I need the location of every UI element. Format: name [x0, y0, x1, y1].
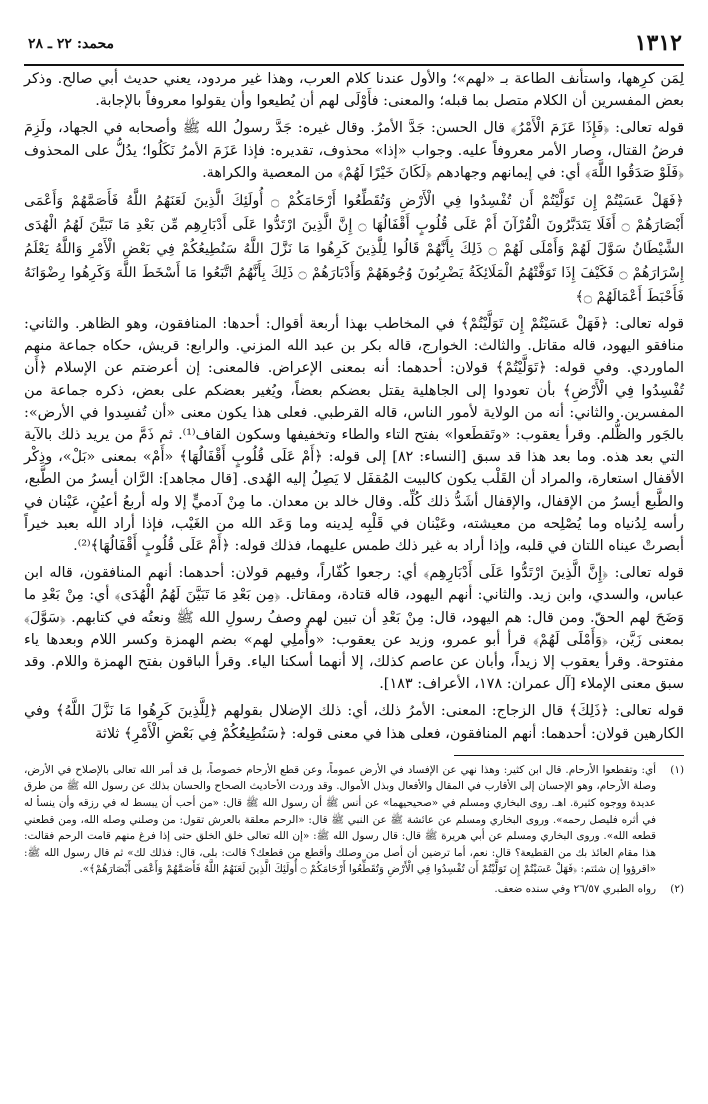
quran-verses-block: ﴿فَهَلْ عَسَيْتُمْ إِن تَوَلَّيْتُمْ أَن تُفْسِدُوا فِي الْأَرْضِ وَتُقَطِّعُوا أَرْحَامَكُمْ ۝ أُولَئِكَ الَّذِينَ لَعَنَهُمُ اللَّهُ فَأَصَمَّهُمْ وَأَعْمَى أَبْصَارَهُمْ ۝ أَفَلَا يَتَدَبَّرُونَ الْقُرْآنَ أَمْ عَلَى قُلُوبٍ أَقْفَالُهَا ۝ إِنَّ الَّذِينَ ارْتَدُّوا عَلَى أَدْبَارِهِم مِّن بَعْدِ مَا تَبَيَّنَ لَهُمُ الْهُدَى الشَّيْطَانُ سَوَّلَ لَهُمْ وَأَمْلَى لَهُمْ ۝ ذَلِكَ بِأَنَّهُمْ قَالُوا لِلَّذِينَ كَرِهُوا مَا نَزَّلَ اللَّهُ سَنُطِيعُكُمْ فِي بَعْضِ الْأَمْرِ وَاللَّهُ يَعْلَمُ إِسْرَارَهُمْ ۝ فَكَيْفَ إِذَا تَوَفَّتْهُمُ الْمَلَائِكَةُ يَضْرِبُونَ وُجُوهَهُمْ وَأَدْبَارَهُمْ ۝ ذَلِكَ بِأَنَّهُمُ اتَّبَعُوا مَا أَسْخَطَ اللَّهَ وَكَرِهُوا رِضْوَانَهُ فَأَحْبَطَ أَعْمَالَهُمْ ۝﴾	[24, 193, 684, 306]
paragraph: قوله تعالى: ﴿فَإِذَا عَزَمَ الْأَمْرُ﴾ قال الحسن: جَدَّ الأمرُ. وقال غيره: جَدَّ رسولُ الله ﷺ وأصحابه في الجهاد، ولَزِمَ فرضُ القتال، وصار الأمر معروفاً عليه. وجواب «إذا» محذوف، تقديره: فإذا عَزَمَ الأمرُ نَكَلُوا؛ يدُلُّ على المحذوف ﴿فَلَوْ صَدَقُوا اللَّهَ﴾ أي: في إيمانهم وجهادهم ﴿لَكَانَ خَيْرًا لَهُمْ﴾ من المعصية والكراهة.	[24, 120, 684, 181]
running-title: محمد: ٢٢ ـ ٢٨	[28, 36, 114, 52]
footnote-text: أي: وتقطعوا الأرحام. قال ابن كثير: وهذا نهي عن الإفساد في الأرض عموماً، وعن قطع الأرحام خصوصاً، بل قد أمر الله تعالى بالإصلاح في الأرض، وصلة الأرحام، وهو الإحسان إلى الأقارب في المقال والأفعال وبذل الأموال. وقد وردت الأحاديث الصحاح والحسان بذلك عن رسول الله ﷺ من طرق عديدة ووجوه كثيرة. اهـ. روى البخاري ومسلم في «صحيحيهما» عن أنس ﷺ أن رسول الله ﷺ قال: «من أحب أن يبسط له في رزقه وأن ينسأ له في أثره فليصل رحمه». وروى البخاري ومسلم عن عائشة ﷺ عن النبي ﷺ قال: «الرحم معلقة بالعرش تقول: من وصلني وصله الله، ومن قطعني قطعه الله». وروى البخاري ومسلم عن أبي هريرة ﷺ قال: قال رسول الله ﷺ: «إن الله تعالى خلق الخلق حتى إذا فرغ منهم قامت الرحم فقالت: هذا مقام العائذ بك من القطيعة؟ قال: نعم، أما ترضين أن أصل من وصلك وأقطع من قطعك؟ قالت: بلى، قال: فذلك لك» ثم قال رسول الله ﷺ: «اقرؤوا إن شئتم: ﴿فَهَلْ عَسَيْتُمْ إِن تَوَلَّيْتُمْ أَن تُفْسِدُوا فِي الْأَرْضِ وَتُقَطِّعُوا أَرْحَامَكُمْ ۝ أُولَئِكَ الَّذِينَ لَعَنَهُمُ اللَّهُ فَأَصَمَّهُمْ وَأَعْمَى أَبْصَارَهُمْ﴾».	[24, 763, 656, 876]
body-text	[24, 68, 684, 745]
header-rule	[24, 64, 684, 66]
page-header	[24, 28, 684, 62]
paragraph: قوله تعالى: ﴿فَهَلْ عَسَيْتُمْ إِن تَوَلَّيْتُمْ﴾ في المخاطب بهذا أربعة أقوال: أحدها: المنافقون، وهو الظاهر. والثاني: منافقو اليهود، قاله مقاتل. والثالث: الخوارج، قاله بكر بن عبد الله المزني. والرابع: قريش، حكاه جماعة منهم الماوردي. وفي قوله: ﴿تَوَلَّيْتُمْ﴾ قولان: أحدهما: أنه بمعنى الإعراض. فالمعنى: إن أعرضتم عن الإسلام ﴿أَن تُفْسِدُوا فِي الْأَرْضِ﴾ بأن تعودوا إلى الجاهلية يقتل بعضكم بعضاً، ويُغير بعضكم على بعض، ذكره جماعة من المفسرين. والثاني: أنه من الولاية لأمور الناس، قاله القرطبي. فعلى هذا يكون معنى «أن تُفسِدوا في الأرض»: بالجَور والظُّلم. وقرأ يعقوب: «وتَقطَعوا» بفتح التاء والطاء وتخفيفها وسكون القاف⁽¹⁾. ثم ذَمَّ من يريد ذلك بالآية التي بعد هذه. وما بعد هذا قد سبق [النساء: ٨٢] إلى قوله: ﴿أَمْ عَلَى قُلُوبٍ أَقْفَالُهَا﴾ «أَمْ» بمعنى «بَلْ»، وذِكْر الأقفال استعارة، والمراد أن القَلْب يكون كالبيت المُقفَل لا يَصِلُ إليه الهُدى. [قال مجاهد]: الرَّان أيسرُ من الطَّبع، والطَّبع أيسرُ من الإقفال، والإقفال أشَدُّ ذلك كُلِّه. وقال خالد بن معدان. ما مِنْ آدميٍّ إلا وله أربعُ أعيُنٍ، عَيْنان في رأسه لِدُنياه وما يُصْلِحه من معيشته، وعَيْنان في قَلْبِه لِدينه وما وَعَد الله من الغَيْب، فإذا أراد الله بعبد خيراً أبصرتْ عيناه اللتان في قلبه، وإذا أراد به غير ذلك طمس عليهما، فذلك قوله: ﴿أَمْ عَلَى قُلُوبٍ أَقْفَالُهَا﴾⁽²⁾.	[24, 316, 684, 555]
paragraph: قوله تعالى: ﴿إِنَّ الَّذِينَ ارْتَدُّوا عَلَى أَدْبَارِهِم﴾ أي: رجعوا كُفّاراً، وفيهم قولان: أحدهما: أنهم المنافقون، قاله ابن عباس، والسدي، وابن زيد. والثاني: أنهم اليهود، قاله قتادة، ومقاتل. ﴿مِن بَعْدِ مَا تَبَيَّنَ لَهُمُ الْهُدَى﴾ أي: مِنْ بَعْدِ ما وَضَحَ لهم الحقّ. ومن قال: هم اليهود، قال: مِنْ بَعْدِ أن تبين لهم وصفُ رسولِ الله ﷺ ونعتُه في كتابهم. ﴿سَوَّلَ﴾ بمعنى زَيَّن، ﴿وَأَمْلَى لَهُمْ﴾ قرأ أبو عمرو، وزيد عن يعقوب: «وأُملِي لهم» بضم الهمزة وكسر اللام وبعدها ياء مفتوحة. وقرأ يعقوب إلا زيداً، وأبان عن عاصم كذلك، إلا أنهما أسكنا الياء. وقرأ الباقون بفتح الهمزة واللام. وقد سبق معنى الإملاء [آل عمران: ١٧٨، الأعراف: ١٨٣].	[24, 565, 684, 693]
paragraph: لِمَن كرِهها، واستأنف الطاعة بـ «لهم»؛ والأول عندنا كلام العرب، وهذا غير مردود، يعني حديث أبي صالح. وذكر بعض المفسرين أن الكلام متصل بما قبله؛ والمعنى: فأَوْلَى لهم أن يُطيعوا وأن يقولوا معروفاً بالإجابة.	[24, 71, 684, 110]
footnote	[24, 762, 684, 878]
page-number: ١٣١٢	[634, 30, 682, 56]
footnote-number: (٢)	[670, 883, 684, 896]
footnote-number: (١)	[670, 763, 684, 776]
footnotes	[24, 762, 684, 898]
footnote-text: رواه الطبري ٢٦/٥٧ وفي سنده ضعف.	[494, 883, 656, 896]
footnote-separator	[454, 755, 684, 756]
paragraph: قوله تعالى: ﴿ذَلِكَ﴾ قال الزجاج: المعنى: الأمرُ ذلك، أي: ذلك الإضلال بقولهم ﴿لِلَّذِينَ كَرِهُوا مَا نَزَّلَ اللَّهُ﴾ وفي الكارهين قولان: أحدهما: أنهم المنافقون، فعلى هذا في معنى قوله: ﴿سَنُطِيعُكُمْ فِي بَعْضِ الْأَمْرِ﴾ ثلاثة	[24, 703, 684, 742]
footnote	[24, 881, 684, 898]
